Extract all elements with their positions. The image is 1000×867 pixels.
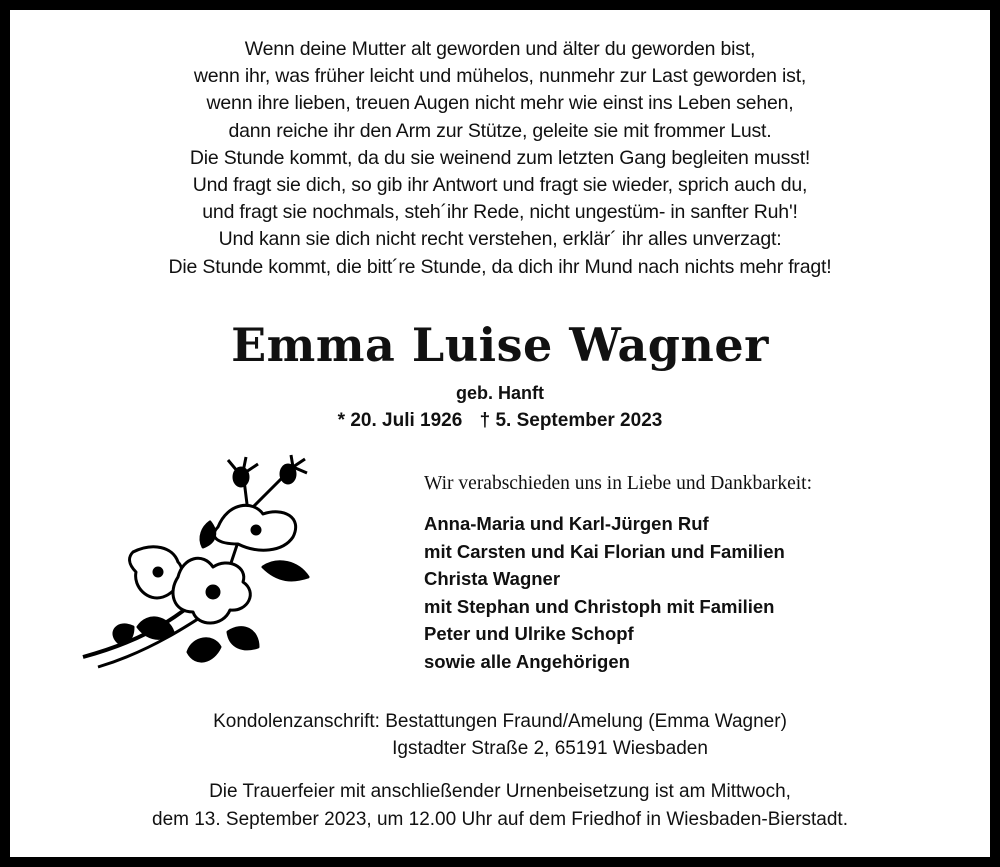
birth-date: * 20. Juli 1926 — [337, 410, 463, 431]
poem-line: wenn ihre lieben, treuen Augen nicht mehr wie einst ins Leben sehen, — [206, 92, 794, 115]
poem-line: und fragt sie nochmals, steh´ihr Rede, nicht ungestüm- in sanfter Ruh'! — [202, 201, 798, 224]
mourner-line: Anna-Maria und Karl-Jürgen Ruf — [424, 513, 709, 534]
funeral-line: Die Trauerfeier mit anschließender Urnenbeisetzung ist am Mittwoch, — [209, 781, 791, 802]
poem-line: wenn ihr, was früher leicht und mühelos, nunmehr zur Last geworden ist, — [193, 65, 807, 88]
condolence-line: Kondolenzanschrift: Bestattungen Fraund/Amelung (Emma Wagner) — [213, 711, 787, 732]
poem-line: dann reiche ihr den Arm zur Stütze, geleite sie mit frommer Lust. — [228, 119, 772, 142]
death-date: † 5. September 2023 — [479, 410, 663, 431]
mourner-line: Christa Wagner — [424, 568, 561, 590]
farewell-intro: Wir verabschieden uns in Liebe und Dankbarkeit: — [424, 473, 813, 494]
poem-line: Und kann sie dich nicht recht verstehen, erklär´ ihr alles unverzagt: — [218, 228, 782, 251]
condolence-line: Igstadter Straße 2, 65191 Wiesbaden — [392, 738, 708, 759]
poem — [20, 36, 980, 281]
mourner-line: sowie alle Angehörigen — [424, 650, 630, 672]
poem-line: Die Stunde kommt, die bitt´re Stunde, da dich ihr Mund nach nichts mehr fragt! — [168, 255, 832, 278]
poem-line: Wenn deine Mutter alt geworden und älter du geworden bist, — [244, 38, 756, 60]
deceased-name: Emma Luise Wagner — [231, 318, 769, 372]
poem-line: Und fragt sie dich, so gib ihr Antwort und fragt sie wieder, sprich auch du, — [192, 174, 808, 197]
maiden-name: geb. Hanft — [456, 383, 544, 403]
mourner-line: mit Stephan und Christoph mit Familien — [424, 595, 775, 617]
funeral-line: dem 13. September 2023, um 12.00 Uhr auf dem Friedhof in Wiesbaden-Bierstadt. — [152, 809, 848, 830]
mourners-list — [424, 510, 785, 676]
poem-line: Die Stunde kommt, da du sie weinend zum letzten Gang begleiten musst! — [189, 146, 811, 169]
mourner-line: mit Carsten und Kai Florian und Familien — [424, 540, 785, 562]
mourner-line: Peter und Ulrike Schopf — [424, 623, 634, 645]
life-dates — [0, 410, 1000, 432]
flower-branch-icon — [78, 452, 318, 682]
condolence-address — [0, 708, 1000, 762]
funeral-info — [0, 778, 1000, 834]
